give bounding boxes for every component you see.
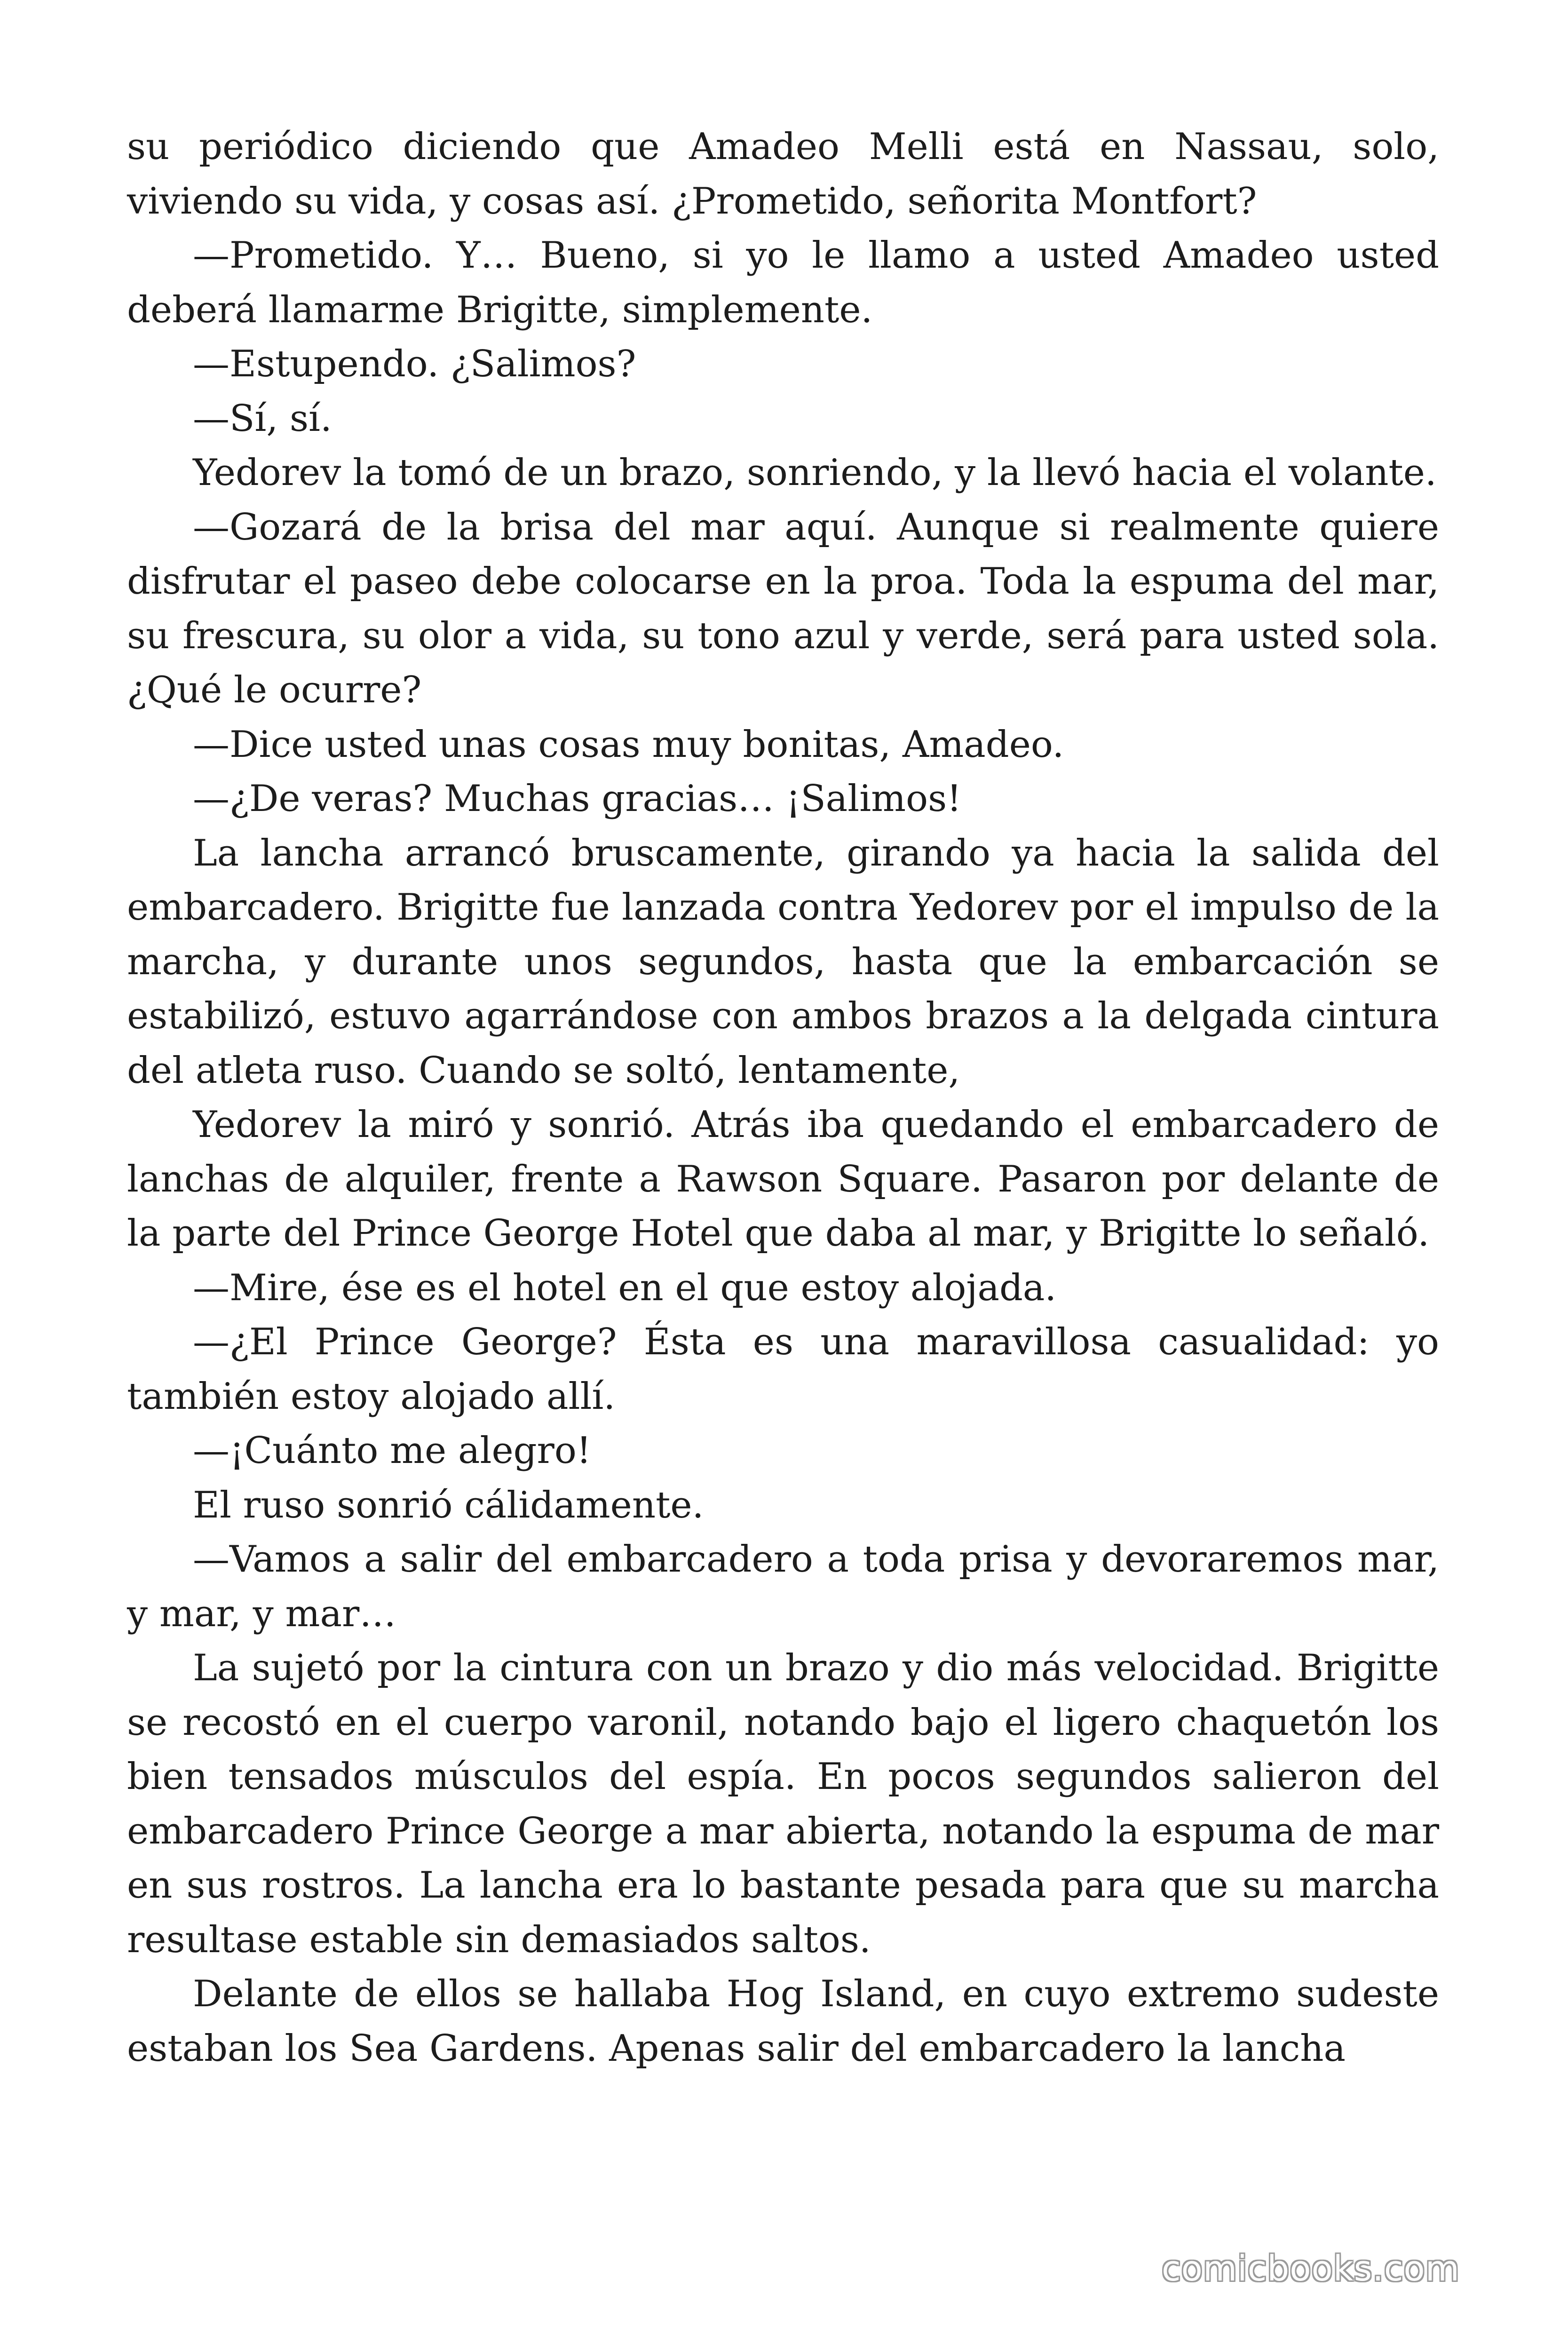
paragraph-11: —Mire, ése es el hotel en el que estoy alojada. xyxy=(193,1266,1057,1309)
page-text xyxy=(127,120,1439,2076)
paragraph-2: —Prometido. Y… Bueno, si yo le llamo a usted Amadeo usted deberá llamarme Brigitte, simplemente. xyxy=(127,234,1439,331)
paragraph-5: Yedorev la tomó de un brazo, sonriendo, y la llevó hacia el volante. xyxy=(193,452,1437,494)
paragraph-1: su periódico diciendo que Amadeo Melli está en Nassau, solo, viviendo su vida, y cosas así. ¿Prometido, señorita Montfort? xyxy=(127,126,1439,222)
paragraph-10: Yedorev la miró y sonrió. Atrás iba quedando el embarcadero de lanchas de alquiler, frente a Rawson Square. Pasaron por delante de la parte del Prince George Hotel que daba al mar, y Brigitte lo señaló. xyxy=(127,1104,1439,1255)
paragraph-17: Delante de ellos se hallaba Hog Island, en cuyo extremo sudeste estaban los Sea Gardens. Apenas salir del embarcadero la lancha xyxy=(127,1973,1439,2070)
paragraph-8: —¿De veras? Muchas gracias… ¡Salimos! xyxy=(193,778,962,820)
paragraph-6: —Gozará de la brisa del mar aquí. Aunque si realmente quiere disfrutar el paseo debe colocarse en la proa. Toda la espuma del mar, su frescura, su olor a vida, su tono azul y verde, será para usted sola. ¿Qué le ocurre? xyxy=(127,506,1439,711)
watermark-logo: comicbooks.com xyxy=(1162,2249,1460,2289)
paragraph-14: El ruso sonrió cálidamente. xyxy=(193,1484,704,1526)
paragraph-13: —¡Cuánto me alegro! xyxy=(193,1430,592,1472)
paragraph-15: —Vamos a salir del embarcadero a toda prisa y devoraremos mar, y mar, y mar… xyxy=(127,1538,1439,1635)
paragraph-9: La lancha arrancó bruscamente, girando ya hacia la salida del embarcadero. Brigitte fue lanzada contra Yedorev por el impulso de la marcha, y durante unos segundos, hasta que la embarcación se estabilizó, estuvo agarrándose con ambos brazos a la delgada cintura del atleta ruso. Cuando se soltó, lentamente, xyxy=(127,832,1439,1092)
paragraph-3: —Estupendo. ¿Salimos? xyxy=(193,343,636,385)
paragraph-7: —Dice usted unas cosas muy bonitas, Amadeo. xyxy=(193,723,1064,766)
paragraph-4: —Sí, sí. xyxy=(193,397,332,440)
paragraph-12: —¿El Prince George? Ésta es una maravillosa casualidad: yo también estoy alojado allí. xyxy=(127,1321,1439,1418)
paragraph-16: La sujetó por la cintura con un brazo y dio más velocidad. Brigitte se recostó en el cuerpo varonil, notando bajo el ligero chaquetón los bien tensados músculos del espía. En pocos segundos salieron del embarcadero Prince George a mar abierta, notando la espuma de mar en sus rostros. La lancha era lo bastante pesada para que su marcha resultase estable sin demasiados saltos. xyxy=(127,1647,1439,1961)
